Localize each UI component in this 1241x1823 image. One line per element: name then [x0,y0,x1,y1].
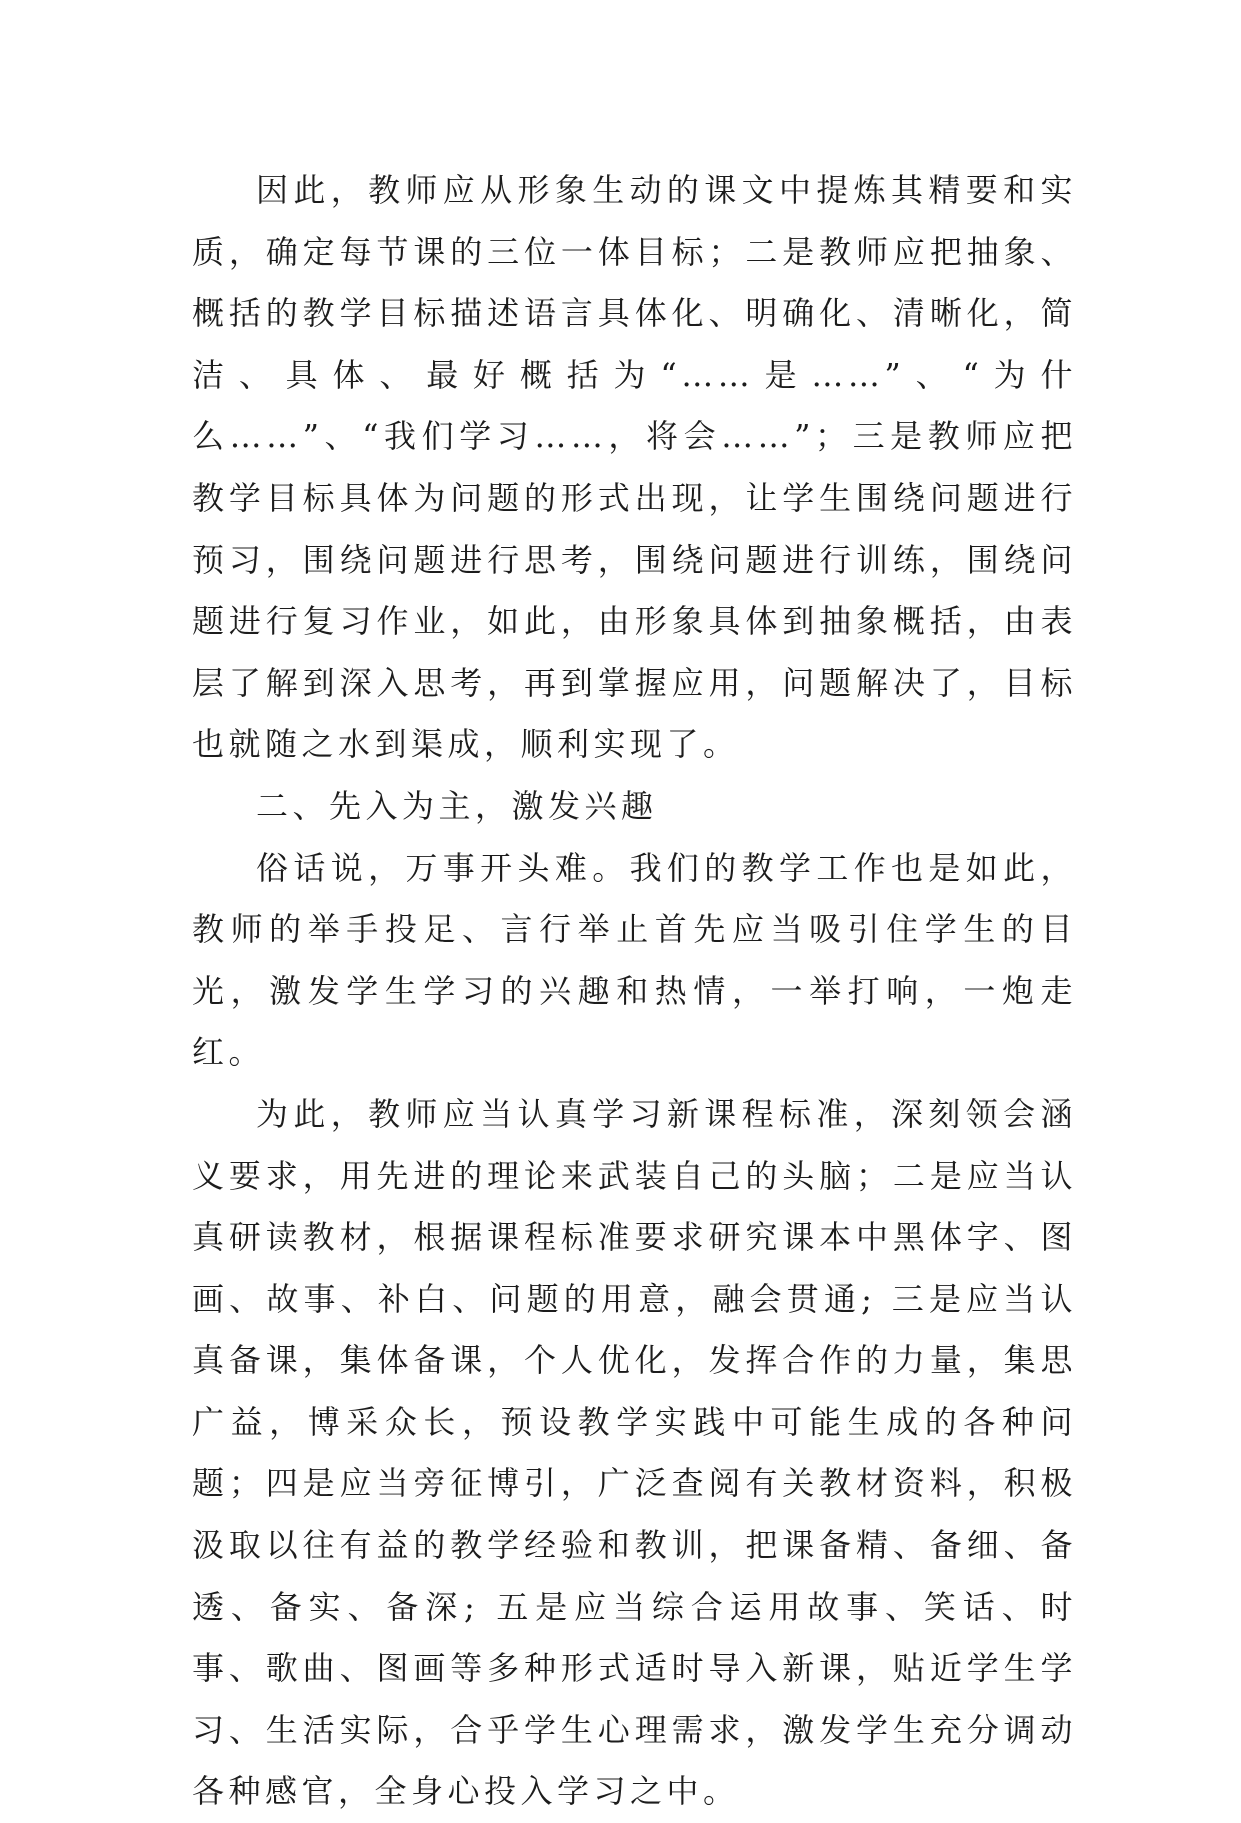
document-body [192,160,1077,1823]
paragraph-objectives: 因此，教师应从形象生动的课文中提炼其精要和实质，确定每节课的三位一体目标；二是教师应把抽象、概括的教学目标描述语言具体化、明确化、清晰化，简洁、具体、最好概括为“……是……”、“为什么……”、“我们学习……，将会……”；三是教师应把教学目标具体为问题的形式出现，让学生围绕问题进行预习，围绕问题进行思考，围绕问题进行训练，围绕问题进行复习作业，如此，由形象具体到抽象概括，由表层了解到深入思考，再到掌握应用，问题解决了，目标也就随之水到渠成，顺利实现了。 [192,171,1077,764]
paragraph-preparation: 为此，教师应当认真学习新课程标准，深刻领会涵义要求，用先进的理论来武装自己的头脑；二是应当认真研读教材，根据课程标准要求研究课本中黑体字、图画、故事、补白、问题的用意，融会贯通; 三是应当认真备课，集体备课，个人优化，发挥合作的力量，集思广益，博采众长，预设教学实践中可能生成的各种问题；四是应当旁征博引，广泛查阅有关教材资料，积极汲取以往有益的教学经验和教训，把课备精、备细、备透、备实、备深; 五是应当综合运用故事、笑话、时事、歌曲、图画等多种形式适时导入新课，贴近学生学习、生活实际，合乎学生心理需求，激发学生充分调动各种感官，全身心投入学习之中。 [192,1094,1077,1811]
section-heading: 二、先入为主，激发兴趣 [256,786,658,825]
paragraph-interest: 俗话说，万事开头难。我们的教学工作也是如此，教师的举手投足、言行举止首先应当吸引住学生的目光，激发学生学习的兴趣和热情，一举打响，一炮走红。 [192,848,1077,1072]
